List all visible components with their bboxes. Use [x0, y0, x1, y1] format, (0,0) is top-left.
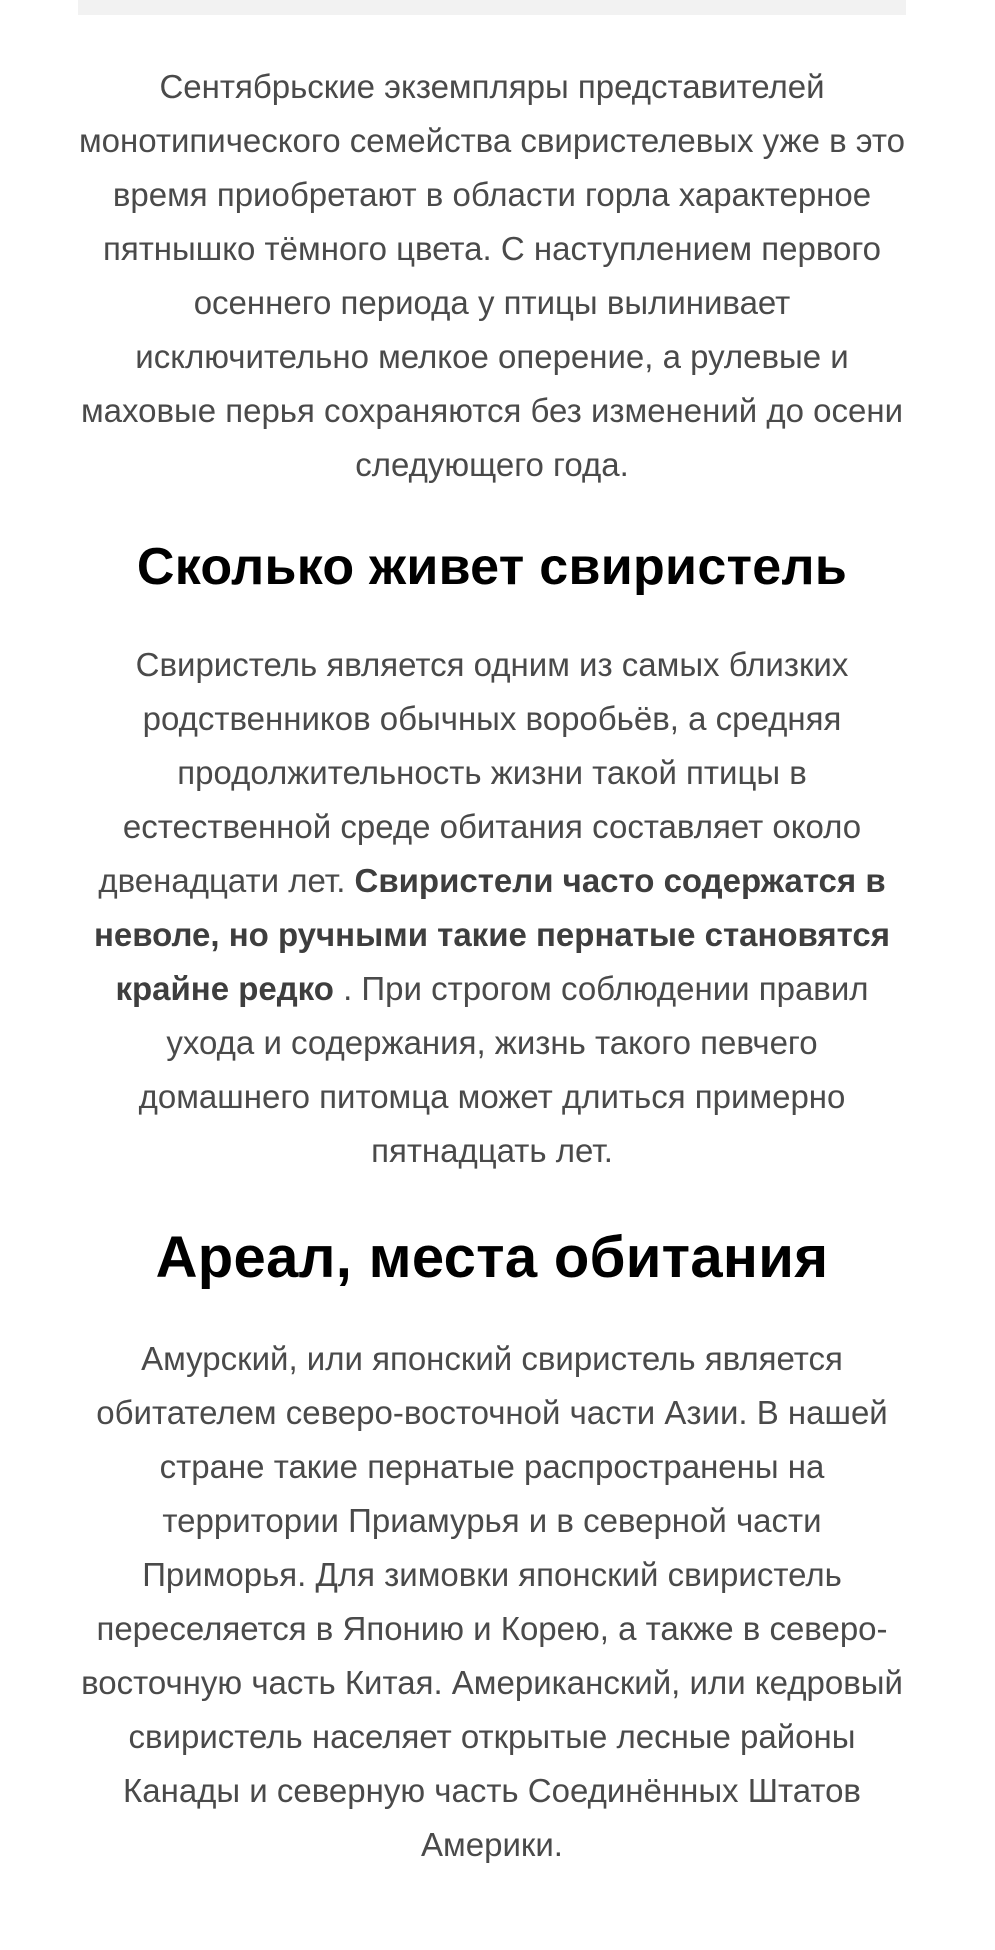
- lifespan-text-after: . При строгом соблюдении правил ухода и содержания, жизнь такого певчего домашнего питомца может длиться примерно пятнадцать лет.: [138, 970, 869, 1169]
- heading-range-habitat: Ареал, места обитания: [155, 1225, 829, 1290]
- heading-lifespan: Сколько живет свиристель: [136, 538, 848, 596]
- lifespan-bold-text: Свиристели часто содержатся в неволе, но ручными такие пернатые становятся крайне редко: [94, 862, 890, 1007]
- lifespan-text-before: Свиристель является одним из самых близких родственников обычных воробьёв, а средняя продолжительность жизни такой птицы в естественной среде обитания составляет около двенадцати лет.: [98, 646, 862, 899]
- paragraph-molting: Сентябрьские экземпляры представителей монотипического семейства свиристелевых уже в это время приобретают в области горла характерное пятнышко тёмного цвета. С наступлением первого осеннего периода у птицы вылинивает исключительно мелкое оперение, а рулевые и маховые перья сохраняются без изменений до осени следующего года.: [78, 68, 906, 483]
- article-body: [78, 60, 906, 1872]
- paragraph-lifespan: [78, 638, 906, 1178]
- top-banner-strip: [78, 0, 906, 15]
- paragraph-range: Амурский, или японский свиристель является обитателем северо-восточной части Азии. В нашей стране такие пернатые распространены на территории Приамурья и в северной части Приморья. Для зимовки японский свиристель переселяется в Японию и Корею, а также в северо-восточную часть Китая. Американский, или кедровый свиристель населяет открытые лесные районы Канады и северную часть Соединённых Штатов Америки.: [81, 1340, 903, 1863]
